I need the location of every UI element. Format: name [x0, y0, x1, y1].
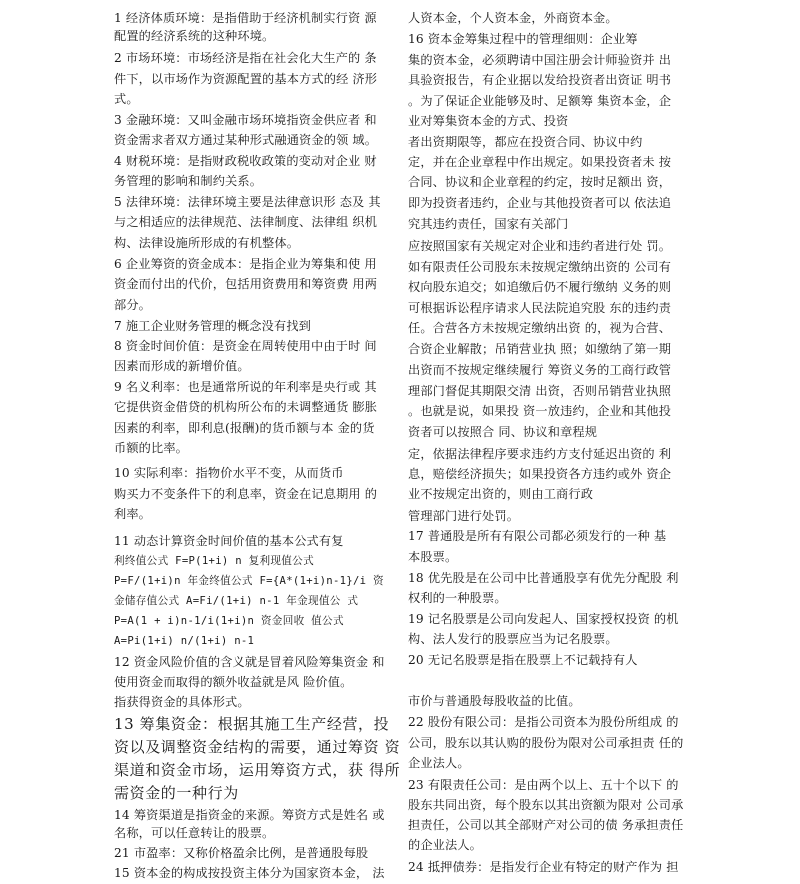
text-line: 与之相适应的法律规范、法律制度、法律组 织机 — [114, 215, 378, 229]
text-line: 它提供资金借贷的机构所公布的未调整通货 膨胀 — [114, 400, 378, 414]
text-line: 定，依据法律程序要求违约方支付延迟出资的 利 — [408, 447, 672, 461]
text-line: 具验资报告，有企业据以发给投资者出资证 明书 — [408, 73, 672, 87]
text-line: 资者可以按照合 同、协议和章程规 — [408, 425, 598, 439]
text-line: 公司，股东以其认购的股份为限对公司承担责 任的 — [408, 736, 684, 750]
text-line: 14 筹资渠道是指资金的来源。筹资方式是姓名 或 — [114, 808, 385, 822]
text-line: 资金而付出的代价，包括用资费用和筹资费 用两 — [114, 277, 378, 291]
text-line: 7 施工企业财务管理的概念没有找到 — [114, 319, 311, 333]
heading-line: 资以及调整资金结构的需要，通过筹资 资 — [114, 738, 401, 756]
text-line: 应按照国家有关规定对企业和违约者进行处 罚。 — [408, 239, 672, 253]
text-line: 如有限责任公司股东未按规定缴纳出资的 公司有 — [408, 260, 672, 274]
text-line: 。也就是说，如果投 资一放违约，企业和其他投 — [408, 404, 672, 418]
text-line: 任。合营各方未按规定缴纳出资 的，视为合营、 — [408, 321, 672, 335]
heading-line: 渠道和资金市场，运用筹资方式，获 得所 — [114, 761, 401, 779]
text-line: 6 企业筹资的资金成本：是指企业为筹集和使 用 — [114, 257, 377, 271]
text-line: 管理部门进行处罚。 — [408, 509, 520, 523]
text-line: 24 抵押债券：是指发行企业有特定的财产作为 担 — [408, 860, 679, 874]
text-line: 件下，以市场作为资源配置的基本方式的经 济形 — [114, 72, 378, 86]
text-line: 业不按规定出资的，则由工商行政 — [408, 487, 594, 501]
text-line: 企业法人。 — [408, 756, 470, 770]
text-line: 本股票。 — [408, 550, 458, 564]
text-line: 构、法人发行的股票应当为记名股票。 — [408, 632, 618, 646]
text-line: 业对筹集资本金的方式、投资 — [408, 114, 569, 128]
text-line: 19 记名股票是公司向发起人、国家授权投资 的机 — [408, 612, 679, 626]
text-line: 22 股份有限公司：是指公司资本为股份所组成 的 — [408, 715, 679, 729]
text-line: 构、法律设施所形成的有机整体。 — [114, 236, 300, 250]
text-line: 息，赔偿经济损失；如果投资各方违约或外 资企 — [408, 467, 672, 481]
heading-line: 需资金的一种行为 — [114, 784, 239, 802]
text-line: 权利的一种股票。 — [408, 591, 507, 605]
text-line: 合同、协议和企业章程的约定，按时足额出 资， — [408, 175, 672, 189]
text-line: 购买力不变条件下的利息率，资金在记息期用 的 — [114, 487, 378, 501]
text-line: 式。 — [114, 92, 139, 106]
formula-line: 利终值公式 F=P(1+i) n 复利现值公式 — [114, 555, 314, 567]
text-line: 1 经济体质环境：是指借助于经济机制实行资 源 — [114, 11, 377, 25]
text-line: 16 资本金筹集过程中的管理细则：企业筹 — [408, 32, 638, 46]
text-line: 市价与普通股每股收益的比值。 — [408, 694, 581, 708]
text-line: 集的资本金，必须聘请中国注册会计师验资并 出 — [408, 53, 672, 67]
text-line: 部分。 — [114, 298, 152, 312]
formula-line: A=Pi(1+i) n/(1+i) n-1 — [114, 635, 255, 647]
text-line: 股东共同出资，每个股东以其出资额为限对 公司承 — [408, 798, 684, 812]
text-line: 10 实际利率：指物价水平不变，从而货币 — [114, 466, 344, 480]
text-line: 的企业法人。 — [408, 838, 483, 852]
text-line: 币额的比率。 — [114, 441, 189, 455]
text-line: 8 资金时间价值：是资金在周转使用中由于时 间 — [114, 339, 377, 353]
text-line: 利率。 — [114, 507, 152, 521]
text-line: 15 资本金的构成按投资主体分为国家资本金， 法 — [114, 866, 385, 880]
text-line: 担责任，公司以其全部财产对公司的债 务承担责任 — [408, 818, 684, 832]
text-line: 出资而不按规定继续履行 筹资义务的工商行政管 — [408, 363, 672, 377]
text-line: 18 优先股是在公司中比普通股享有优先分配股 利 — [408, 571, 679, 585]
text-line: 21 市盈率：又称价格盈余比例，是普通股每股 — [114, 846, 369, 860]
text-line: 理部门督促其期限交清 出资，否则吊销营业执照 — [408, 384, 672, 398]
text-line: 因素的利率，即利息(报酬)的货币额与本 金的货 — [114, 421, 375, 435]
text-line: 因素而形成的新增价值。 — [114, 359, 250, 373]
text-line: 资金需求者双方通过某种形式融通资金的领 域。 — [114, 133, 378, 147]
text-line: 23 有限责任公司：是由两个以上、五十个以下 的 — [408, 778, 679, 792]
text-line: 4 财税环境：是指财政税收政策的变动对企业 财 — [114, 154, 377, 168]
text-line: 者出资期限等，都应在投资合同、协议中约 — [408, 135, 643, 149]
text-line: 即为投资者违约，企业与其他投资者可以 依法追 — [408, 196, 672, 210]
text-line: 指获得资金的具体形式。 — [114, 695, 250, 709]
text-line: 11 动态计算资金时间价值的基本公式有复 — [114, 534, 344, 548]
text-line: 12 资金风险价值的含义就是冒着风险筹集资金 和 — [114, 655, 385, 669]
formula-line: 金储存值公式 A=Fi/(1+i) n-1 年金现值公 式 — [114, 595, 359, 607]
text-line: 可根据诉讼程序请求人民法院追究股 东的违约责 — [408, 301, 672, 315]
text-line: 配置的经济系统的这种环境。 — [114, 29, 275, 43]
text-line: 权向股东追交；如追缴后仍不履行缴纳 义务的则 — [408, 280, 672, 294]
text-line: 定，并在企业章程中作出规定。如果投资者未 按 — [408, 155, 672, 169]
text-line: 20 无记名股票是指在股票上不记载持有人 — [408, 653, 638, 667]
text-line: 9 名义利率：也是通常所说的年利率是央行或 其 — [114, 380, 377, 394]
heading-line: 13 筹集资金：根据其施工生产经营，投 — [114, 715, 390, 733]
text-line: 合资企业解散；吊销营业执 照；如缴纳了第一期 — [408, 342, 672, 356]
text-line: 使用资金而取得的额外收益就是风 险价值。 — [114, 675, 353, 689]
text-line: 2 市场环境：市场经济是指在社会化大生产的 条 — [114, 51, 377, 65]
text-line: 5 法律环境：法律环境主要是法律意识形 态及 其 — [114, 195, 381, 209]
text-line: 17 普通股是所有有限公司都必须发行的一种 基 — [408, 529, 667, 543]
text-line: 究其违约责任，国家有关部门 — [408, 217, 569, 231]
text-line: 名称，可以任意转让的股票。 — [114, 826, 275, 840]
formula-line: P=F/(1+i)n 年金终值公式 F={A*(1+i)n-1}/i 资 — [114, 575, 384, 587]
text-line: 务管理的影响和制约关系。 — [114, 174, 263, 188]
text-line: 。为了保证企业能够及时、足额筹 集资本金，企 — [408, 94, 672, 108]
formula-line: P=A(1 + i)n-1/i(1+i)n 资金回收 值公式 — [114, 615, 344, 627]
text-line: 3 金融环境：又叫金融市场环境指资金供应者 和 — [114, 113, 377, 127]
text-line: 人资本金，个人资本金，外商资本金。 — [408, 11, 618, 25]
